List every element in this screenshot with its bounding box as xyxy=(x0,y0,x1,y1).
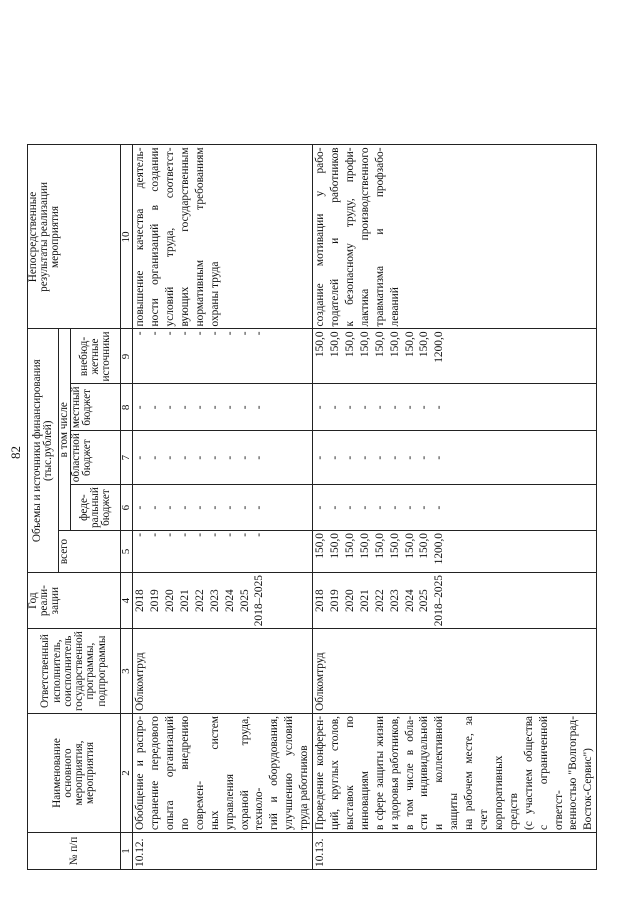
regional-value: - xyxy=(134,455,147,460)
col-no-3: 3 xyxy=(121,629,133,714)
federal-value: - xyxy=(134,505,147,510)
header-line: (тыс.рублей) xyxy=(42,420,54,481)
local-value: - xyxy=(193,405,206,410)
total-value: 150,0 xyxy=(343,533,356,559)
total-value: - xyxy=(238,533,251,537)
federal-value: - xyxy=(238,505,251,510)
year-value: 2022 xyxy=(373,589,386,613)
year-value: 2018–2025 xyxy=(433,575,446,627)
total-value: - xyxy=(178,533,191,537)
row-responsible: Облкомтруд xyxy=(313,629,597,714)
total-value: 150,0 xyxy=(373,533,386,559)
row-regional xyxy=(313,431,597,485)
row-years xyxy=(313,573,597,629)
result-line: лактика производственного xyxy=(358,147,371,327)
local-value: - xyxy=(134,405,147,410)
extrabudget-value: 150,0 xyxy=(388,331,401,358)
col-no-1: 1 xyxy=(121,833,133,870)
row-extrabudget xyxy=(133,329,313,384)
year-value: 2023 xyxy=(388,589,401,613)
year-value: 2025 xyxy=(418,589,431,613)
regional-value: - xyxy=(328,455,341,460)
local-value: - xyxy=(208,405,221,410)
local-value: - xyxy=(178,405,191,410)
local-value: - xyxy=(253,405,266,410)
local-value: - xyxy=(403,405,416,410)
extrabudget-value: 150,0 xyxy=(418,331,431,358)
extrabudget-value: 1200,0 xyxy=(433,331,446,363)
year-value: 2021 xyxy=(358,589,371,613)
total-value: 1200,0 xyxy=(433,533,446,565)
extrabudget-value: - xyxy=(208,331,221,336)
header-name: Наименование основного мероприятия, мероприятия xyxy=(28,714,121,833)
name-line: венностью "Волгоград- xyxy=(567,716,580,830)
header-line: Непосредственные xyxy=(27,191,39,283)
local-value: - xyxy=(358,405,371,410)
regional-value: - xyxy=(403,455,416,460)
name-line: Обобщение и распро- xyxy=(134,716,147,830)
local-value: - xyxy=(164,405,177,410)
regional-value: - xyxy=(178,455,191,460)
total-value: 150,0 xyxy=(358,533,371,559)
row-name xyxy=(133,714,313,833)
extrabudget-value: - xyxy=(134,331,147,336)
year-value: 2025 xyxy=(238,589,251,613)
regional-value: - xyxy=(373,455,386,460)
total-value: 150,0 xyxy=(418,533,431,559)
name-line: в сфере защиты жизни xyxy=(373,716,386,830)
result-line: ности организаций в создании xyxy=(149,147,162,327)
header-line: ральный xyxy=(89,487,102,528)
name-line: Проведение конферен- xyxy=(314,716,327,830)
result-line: леваний xyxy=(388,287,401,327)
extrabudget-value: - xyxy=(193,331,206,336)
header-line: соисполнитель xyxy=(61,635,74,707)
federal-value: - xyxy=(343,505,356,510)
header-line: Объемы и источники финансирования xyxy=(30,359,43,543)
header-responsible xyxy=(28,629,121,714)
row-federal xyxy=(313,485,597,531)
federal-value: - xyxy=(328,505,341,510)
name-line: сти индивидуальной xyxy=(418,716,431,830)
header-finance xyxy=(28,329,59,573)
year-value: 2018–2025 xyxy=(253,575,266,627)
row-total xyxy=(313,531,597,573)
header-extrabudget xyxy=(71,329,121,384)
name-line: на рабочем месте, за счет xyxy=(463,716,491,830)
result-line: травматизма и профзабо- xyxy=(373,147,386,327)
year-value: 2023 xyxy=(208,589,221,613)
result-line: повышение качества деятель- xyxy=(134,147,147,327)
extrabudget-value: 150,0 xyxy=(343,331,356,358)
year-value: 2019 xyxy=(328,589,341,613)
federal-value: - xyxy=(418,505,431,510)
name-line: труда работников xyxy=(298,745,311,830)
total-value: - xyxy=(193,533,206,537)
local-value: - xyxy=(223,405,236,410)
header-total: всего xyxy=(59,531,121,573)
local-value: - xyxy=(328,405,341,410)
federal-value: - xyxy=(403,505,416,510)
row-total xyxy=(133,531,313,573)
header-including: в том числе xyxy=(59,329,71,531)
header-line: жетные xyxy=(89,338,102,375)
result-line: условий труда, соответст- xyxy=(164,147,177,327)
year-value: 2022 xyxy=(193,589,206,613)
header-line: Год xyxy=(27,592,39,609)
header-line: реали- xyxy=(38,585,51,617)
year-value: 2020 xyxy=(164,589,177,613)
result-line: охраны труда xyxy=(208,261,221,327)
row-name xyxy=(313,714,597,833)
year-value: 2020 xyxy=(343,589,356,613)
header-line: феде- xyxy=(77,494,90,521)
extrabudget-value: 150,0 xyxy=(373,331,386,358)
regional-value: - xyxy=(164,455,177,460)
row-result xyxy=(133,145,313,329)
federal-value: - xyxy=(178,505,191,510)
extrabudget-value: - xyxy=(178,331,191,336)
header-line: государственной xyxy=(73,631,86,711)
name-line: по внедрению современ- xyxy=(178,716,206,830)
col-no-5: 5 xyxy=(121,531,133,573)
year-value: 2021 xyxy=(178,589,191,613)
row-number: 10.12. xyxy=(133,833,313,870)
regional-value: - xyxy=(418,455,431,460)
federal-value: - xyxy=(149,505,162,510)
year-value: 2018 xyxy=(314,589,327,613)
name-line: странение передового xyxy=(149,716,162,830)
extrabudget-value: - xyxy=(164,331,177,336)
col-no-2: 2 xyxy=(121,714,133,833)
name-line: корпоративных средств xyxy=(492,755,520,830)
header-line: подпрограммы xyxy=(95,635,108,707)
name-line: и коллективной защиты xyxy=(433,716,461,830)
result-line: создание мотивации у рабо- xyxy=(314,147,327,327)
name-line: ных систем управления xyxy=(208,716,236,830)
col-no-8: 8 xyxy=(121,384,133,431)
col-no-9: 9 xyxy=(121,329,133,384)
row-years xyxy=(133,573,313,629)
program-table xyxy=(27,144,597,870)
local-value: - xyxy=(388,405,401,410)
header-line: источники xyxy=(100,331,113,382)
name-line: охраной труда, техноло- xyxy=(238,716,266,830)
total-value: 150,0 xyxy=(328,533,341,559)
local-value: - xyxy=(238,405,251,410)
local-value: - xyxy=(418,405,431,410)
regional-value: - xyxy=(149,455,162,460)
total-value: 150,0 xyxy=(314,533,327,559)
regional-value: - xyxy=(238,455,251,460)
header-line: зации xyxy=(49,586,62,615)
regional-value: - xyxy=(314,455,327,460)
federal-value: - xyxy=(223,505,236,510)
extrabudget-value: - xyxy=(149,331,162,336)
header-local xyxy=(71,384,121,431)
name-line: выставок по инновациям xyxy=(343,716,371,830)
federal-value: - xyxy=(164,505,177,510)
result-line: вующих государственным xyxy=(178,147,191,327)
row-local xyxy=(133,384,313,431)
header-line: бюджет xyxy=(81,439,94,476)
header-line: внебюд- xyxy=(77,336,90,377)
name-line: и здоровья работников, xyxy=(388,716,401,830)
extrabudget-value: - xyxy=(253,331,266,336)
table-row xyxy=(133,145,313,870)
row-local xyxy=(313,384,597,431)
federal-value: - xyxy=(208,505,221,510)
regional-value: - xyxy=(388,455,401,460)
result-line: тодателей и работников xyxy=(328,147,341,327)
regional-value: - xyxy=(193,455,206,460)
name-line: в том числе в обла- xyxy=(403,716,416,830)
total-value: - xyxy=(253,533,266,537)
total-value: - xyxy=(134,533,147,537)
header-federal xyxy=(71,485,121,531)
extrabudget-value: 150,0 xyxy=(328,331,341,358)
header-line: исполнитель, xyxy=(50,639,63,703)
extrabudget-value: - xyxy=(223,331,236,336)
page-number: 82 xyxy=(8,446,23,459)
federal-value: - xyxy=(358,505,371,510)
regional-value: - xyxy=(223,455,236,460)
row-extrabudget xyxy=(313,329,597,384)
table-row xyxy=(313,145,597,870)
row-regional xyxy=(133,431,313,485)
federal-value: - xyxy=(388,505,401,510)
local-value: - xyxy=(373,405,386,410)
extrabudget-value: - xyxy=(238,331,251,336)
total-value: 150,0 xyxy=(388,533,401,559)
result-line: к безопасному труду, профи- xyxy=(343,147,356,327)
extrabudget-value: 150,0 xyxy=(358,331,371,358)
row-responsible: Облкомтруд xyxy=(133,629,313,714)
local-value: - xyxy=(343,405,356,410)
header-result xyxy=(28,145,121,329)
federal-value: - xyxy=(193,505,206,510)
result-line: нормативным требованиям xyxy=(193,147,206,327)
header-line: программы, xyxy=(84,642,97,700)
name-line: с ограниченной ответст- xyxy=(537,716,565,830)
header-line: результаты реализации xyxy=(38,182,51,292)
name-line: Восток-Сервис") xyxy=(582,748,595,830)
local-value: - xyxy=(433,405,446,410)
total-value: - xyxy=(149,533,162,537)
col-no-10: 10 xyxy=(121,145,133,329)
row-result xyxy=(313,145,597,329)
year-value: 2024 xyxy=(403,589,416,613)
total-value: - xyxy=(164,533,177,537)
regional-value: - xyxy=(253,455,266,460)
local-value: - xyxy=(149,405,162,410)
regional-value: - xyxy=(358,455,371,460)
name-line: ций, круглых столов, xyxy=(328,716,341,830)
header-regional xyxy=(71,431,121,485)
row-number: 10.13. xyxy=(313,833,597,870)
year-value: 2019 xyxy=(149,589,162,613)
header-number: № п/п xyxy=(28,833,121,870)
name-line: улучшению условий xyxy=(283,716,296,830)
header-line: мероприятия xyxy=(49,205,62,268)
col-no-4: 4 xyxy=(121,573,133,629)
total-value: 150,0 xyxy=(403,533,416,559)
regional-value: - xyxy=(208,455,221,460)
column-numbers-row xyxy=(121,145,133,870)
federal-value: - xyxy=(373,505,386,510)
extrabudget-value: 150,0 xyxy=(314,331,327,358)
total-value: - xyxy=(208,533,221,537)
federal-value: - xyxy=(253,505,266,510)
name-line: (с участием общества xyxy=(522,716,535,830)
header-line: местный xyxy=(70,386,83,429)
local-value: - xyxy=(314,405,327,410)
federal-value: - xyxy=(314,505,327,510)
extrabudget-value: 150,0 xyxy=(403,331,416,358)
total-value: - xyxy=(223,533,236,537)
header-year xyxy=(28,573,121,629)
regional-value: - xyxy=(433,455,446,460)
row-federal xyxy=(133,485,313,531)
col-no-7: 7 xyxy=(121,431,133,485)
name-line: опыта организаций xyxy=(164,716,177,830)
name-line: гий и оборудования, xyxy=(268,716,281,830)
year-value: 2024 xyxy=(223,589,236,613)
header-line: областной xyxy=(70,433,83,483)
header-line: бюджет xyxy=(100,489,113,526)
regional-value: - xyxy=(343,455,356,460)
header-line: бюджет xyxy=(81,389,94,426)
federal-value: - xyxy=(433,505,446,510)
header-line: Ответственный xyxy=(39,634,52,708)
col-no-6: 6 xyxy=(121,485,133,531)
year-value: 2018 xyxy=(134,589,147,613)
